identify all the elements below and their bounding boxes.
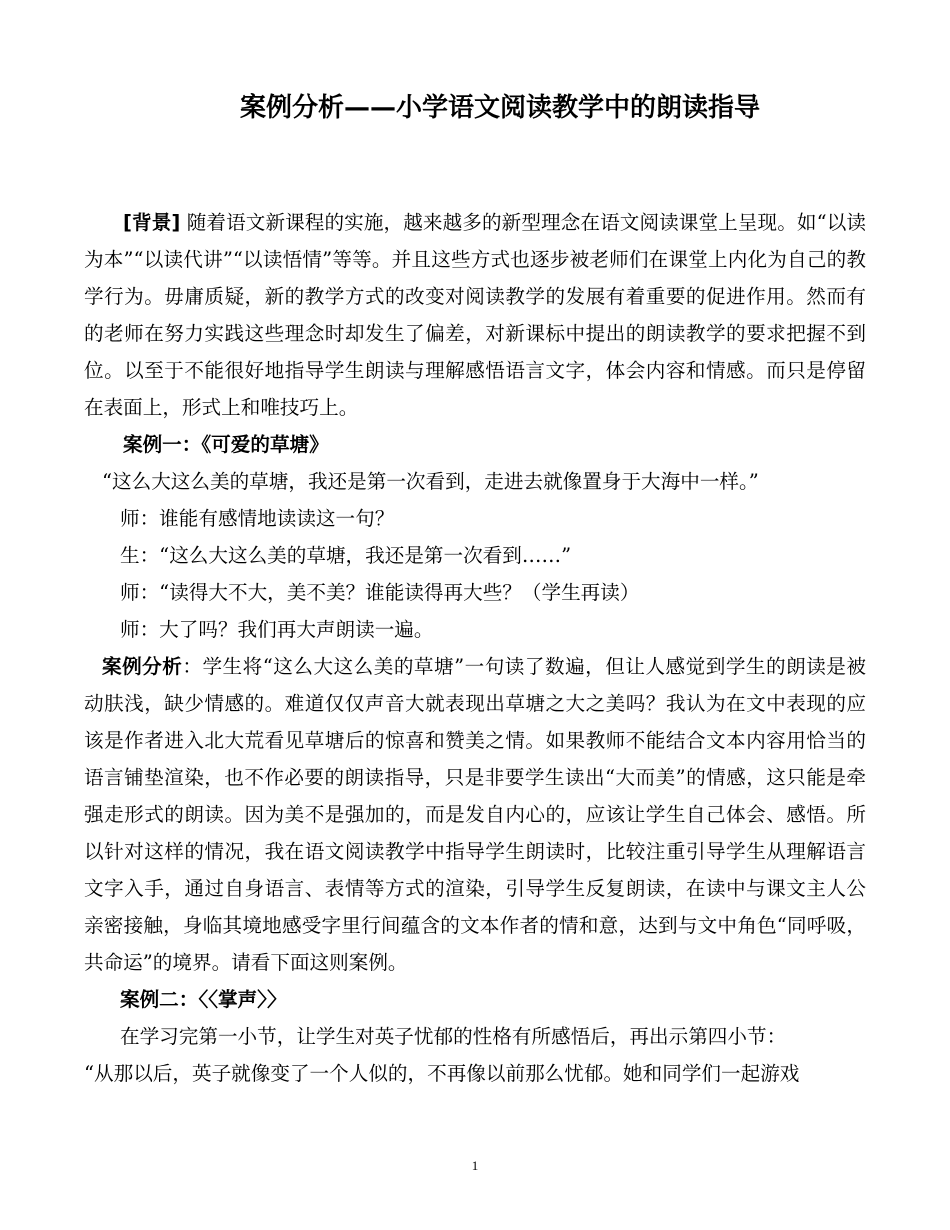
case1-heading [84, 426, 866, 463]
case1-line: 师：谁能有感情地读读这一句？ [120, 507, 395, 530]
case1-line: 生：“这么大这么美的草塘，我还是第一次看到……” [120, 544, 572, 567]
case1-heading-text: 案例一：《可爱的草塘》 [123, 433, 329, 456]
background-paragraph [84, 204, 866, 426]
analysis-text: ：学生将“这么大这么美的草塘”一句读了数遍，但让人感觉到学生的朗读是被动肤浅，缺少情感的。难道仅仅声音大就表现出草塘之大之美吗？我认为在文中表现的应该是作者进入北大荒看见草塘后的惊喜和赞美之情。如果教师不能结合文本内容用恰当的语言铺垫渲染，也不作必要的朗读指导，只是非要学生读出“大而美”的情感，这只能是牵强走形式的朗读。因为美不是强加的，而是发自内心的，应该让学生自己体会、感悟。所以针对这样的情况，我在语文阅读教学中指导学生朗读时，比较注重引导学生从理解语言文字入手，通过自身语言、表情等方式的渲染，引导学生反复朗读，在读中与课文主人公亲密接触，身临其境地感受字里行间蕴含的文本作者的情和意，达到与文中角色“同呼吸，共命运”的境界。请看下面这则案例。 [84, 655, 866, 974]
analysis-label: 案例分析 [102, 655, 183, 678]
document-body [84, 204, 866, 1092]
case2-heading-text: 案例二：〈〈掌声〉〉 [120, 988, 287, 1011]
case1-line: 师：“读得大不大，美不美？谁能读得再大些？（学生再读） [120, 581, 640, 604]
analysis-paragraph [84, 648, 866, 981]
case2-quote: “从那以后，英子就像变了一个人似的，不再像以前那么忧郁。她和同学们一起游戏 [84, 1062, 800, 1085]
case2-heading [84, 981, 866, 1018]
case2-paragraph: 在学习完第一小节，让学生对英子忧郁的性格有所感悟后，再出示第四小节： [120, 1025, 787, 1048]
case1-line: 师：大了吗？我们再大声朗读一遍。 [120, 618, 434, 641]
document-title: 案例分析——小学语文阅读教学中的朗读指导 [239, 93, 760, 123]
case1-line: “这么大这么美的草塘，我还是第一次看到，走进去就像置身于大海中一样。” [102, 470, 759, 493]
background-label: [背景] [123, 211, 181, 234]
background-text: 随着语文新课程的实施，越来越多的新型理念在语文阅读课堂上呈现。如“以读为本”“以读代讲”“以读悟情”等等。并且这些方式也逐步被老师们在课堂上内化为自己的教学行为。毋庸质疑，新的教学方式的改变对阅读教学的发展有着重要的促进作用。然而有的老师在努力实践这些理念时却发生了偏差，对新课标中提出的朗读教学的要求把握不到位。以至于不能很好地指导学生朗读与理解感悟语言文字，体会内容和情感。而只是停留在表面上，形式上和唯技巧上。 [84, 211, 866, 419]
page-number: 1 [471, 1158, 479, 1173]
